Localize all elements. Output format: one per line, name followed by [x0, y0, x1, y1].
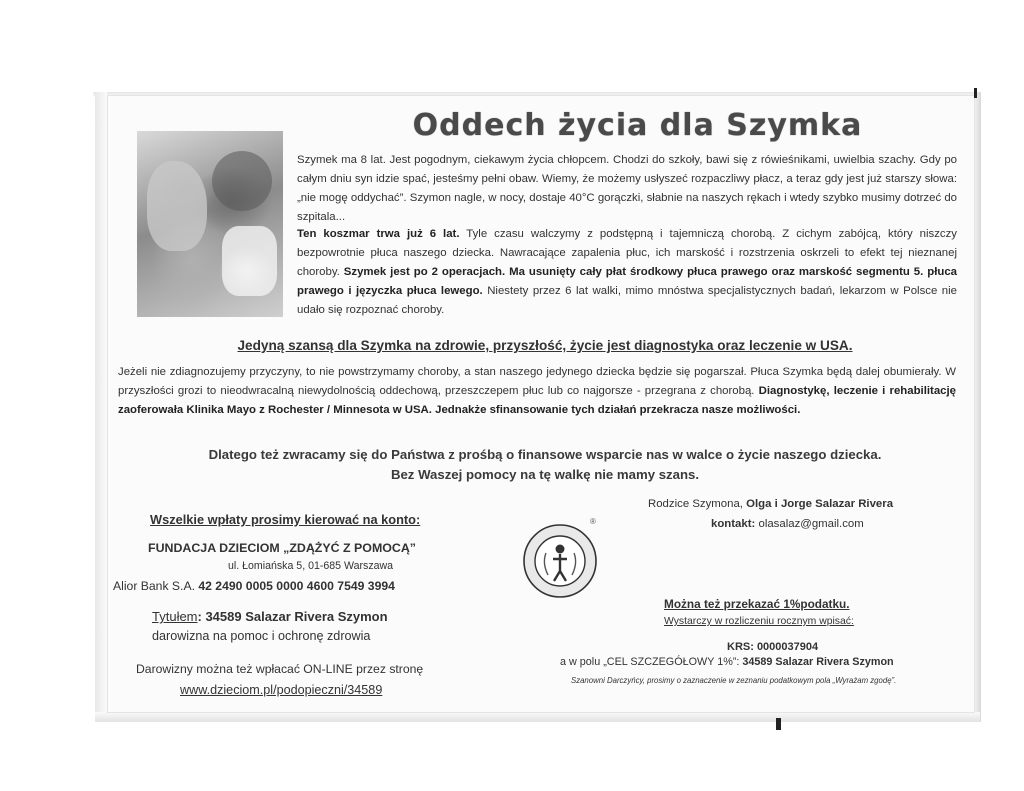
scan-edge-left	[95, 92, 107, 717]
foundation-address: ul. Łomiańska 5, 01-685 Warszawa	[228, 560, 394, 572]
parents-label: Rodzice Szymona,	[648, 498, 743, 510]
scan-edge-bottom	[95, 712, 980, 722]
krs-number: KRS: 0000037904	[727, 641, 819, 653]
scan-mark	[974, 88, 977, 98]
child-photo	[137, 131, 283, 317]
bank-account-line	[113, 579, 395, 593]
tax-field-value: 34589 Salazar Rivera Szymon	[742, 656, 894, 668]
diagnosis-failure: Niestety przez 6 lat walki, mimo mnóstwa specjalistycznych badań, lekarzom w Polsce nie udało się rozpoznać choroby.	[297, 285, 957, 316]
intro-paragraph: Szymek ma 8 lat. Jest pogodnym, ciekawym życia chłopcem. Chodzi do szkoły, bawi się z rówieśnikami, uwielbia szachy. Gdy po całym dniu syn idzie spać, jesteśmy pełni obaw. Wiemy, że możemy usłyszeć rozpaczliwy płacz, a teraz gdy jest już starszy słowa: „nie mogę oddychać”. Szymon nagle, w nocy, dostaje 40°C gorączki, słabnie na naszych rękach i wtedy szybko musimy dotrzeć do szpitala...	[297, 154, 957, 223]
illness-description: Tyle czasu walczymy z podstępną i tajemniczą chorobą. Z cichym zabójcą, który niszczy bezpowrotnie płuca naszego dziecka. Nawracające zapalenia płuc, ich marskość i rozstrzenia oskrzeli to efekt tej nieznanej choroby.	[297, 228, 957, 278]
mayo-clinic-offer: Diagnostykę, leczenie i rehabilitację zaoferowała Klinika Mayo z Rochester / Minnesota w USA. Jednakże sfinansowanie tych działań przekracza nasze możliwości.	[118, 385, 956, 416]
contact-label: kontakt:	[711, 518, 756, 530]
transfer-title-label: Tytułem	[152, 609, 198, 624]
parents-names: Olga i Jorge Salazar Rivera	[746, 498, 894, 510]
illness-duration: Ten koszmar trwa już 6 lat.	[297, 228, 460, 240]
scan-edge-right	[975, 92, 981, 722]
only-chance-headline: Jedyną szansą dla Szymka na zdrowie, przyszłość, życie jest diagnostyka oraz leczenie w USA.	[237, 338, 853, 353]
contact-line	[711, 518, 864, 530]
appeal-line-2: Bez Waszej pomocy na tę walkę nie mamy szans.	[390, 467, 700, 482]
flyer-title: Oddech życia dla Szymka	[412, 108, 863, 143]
account-number: 42 2490 0005 0000 4600 7549 3994	[198, 579, 395, 593]
treatment-paragraph	[118, 363, 956, 420]
foundation-name: FUNDACJA DZIECIOM „ZDĄŻYĆ Z POMOCĄ”	[148, 541, 416, 555]
taxpayer-note: Szanowni Darczyńcy, prosimy o zaznaczenie w zeznaniu podatkowym pola „Wyrażam zgodę”.	[571, 676, 897, 685]
transfer-title-value: : 34589 Salazar Rivera Szymon	[197, 609, 388, 624]
foundation-logo	[522, 523, 598, 599]
illness-paragraph	[297, 225, 957, 320]
tax-heading: Można też przekazać 1%podatku.	[664, 597, 850, 611]
online-donation-text: Darowizny można też wpłacać ON-LINE przez stronę	[136, 662, 424, 676]
registered-mark: ®	[590, 517, 596, 526]
payment-heading: Wszelkie wpłaty prosimy kierować na konto:	[150, 512, 421, 527]
tax-field-line	[560, 656, 894, 668]
foundation-logo-icon	[522, 523, 598, 599]
tax-subheading: Wystarczy w rozliczeniu rocznym wpisać:	[664, 616, 854, 627]
parents-line	[648, 498, 893, 510]
tax-field-prefix: a w polu „CEL SZCZEGÓŁOWY 1%”:	[560, 656, 740, 668]
contact-email[interactable]: olasalaz@gmail.com	[758, 518, 864, 530]
donation-purpose: darowizna na pomoc i ochronę zdrowia	[152, 629, 371, 643]
donation-url[interactable]: www.dzieciom.pl/podopieczni/34589	[180, 683, 383, 697]
appeal-text	[115, 445, 975, 485]
appeal-line-1: Dlatego też zwracamy się do Państwa z prośbą o finansowe wsparcie nas w walce o życie naszego dziecka.	[208, 447, 882, 462]
surgery-details: Szymek jest po 2 operacjach. Ma usunięty cały płat środkowy płuca prawego oraz marskość segmentu 5. płuca prawego i języczka płuca lewego.	[297, 266, 957, 297]
bank-name: Alior Bank S.A.	[113, 579, 195, 593]
scan-mark	[776, 718, 781, 730]
prognosis-text: Jeżeli nie zdiagnozujemy przyczyny, to nie powstrzymamy choroby, a stan naszego jedynego dziecka będzie się pogarszał. Płuca Szymka będą dalej obumierały. W przyszłości grozi to nieodwracalną niewydolnością oddechową, przeszczepem płuc lub co najgorsze - przegrana z chorobą.	[118, 366, 956, 397]
transfer-title-line	[152, 609, 388, 624]
